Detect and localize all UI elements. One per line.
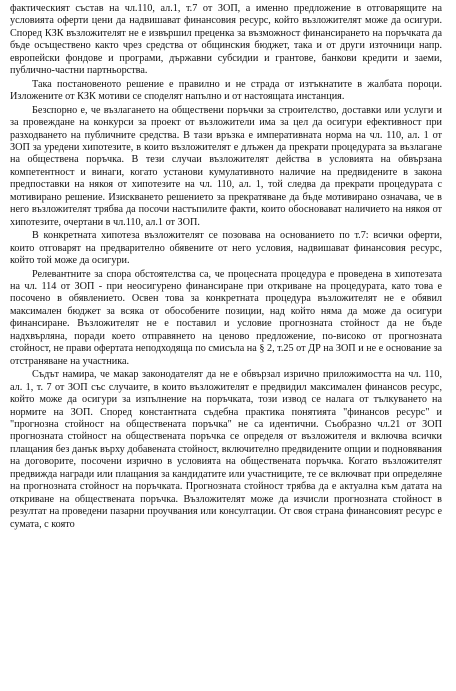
document-body [10,3,442,532]
paragraph-1: фактическият състав на чл.110, ал.1, т.7 от ЗОП, а именно предложение в отговарящите на условията оферти цени да надвишават финансовия ресурс, който възложителят може да осигури. Според КЗК възложителят не е извършил преценка за възможност финансирането на поръчката да бъде осъществено както чрез средства от общинския бюджет, така и от други източници напр. европейски фондове и програми, държавни субсидии и грантове, банкови кредити и заеми, публично-частни партньорства. [10,3,442,77]
paragraph-4: В конкретната хипотеза възложителят се позовава на основанието по т.7: всички оферти, които отговарят на предварително обявените от него условия, надвишават финансовия ресурс, който той може да осигури. [10,230,442,267]
paragraph-3: Безспорно е, че възлагането на обществени поръчки за строителство, доставки или услуги и за провеждане на конкурси за проект от възложители има за цел да осигури ефективност при разходването на публичните средства. В тази връзка е императивната норма на чл. 110, ал. 1 от ЗОП за уредени хипотезите, в които възложителят е длъжен да прекрати процедурата за възлагане на обществена поръчка. В тези случаи възложителят действа в условията на обвързана компетентност и винаги, когато установи кумулативното наличие на предвидените в закона предпоставки на някоя от хипотезите на чл. 110, ал. 1, той следва да прекрати процедурата с мотивирано решение. Изискването решението за прекратяване да бъде мотивирано означава, че в него възложителят трябва да посочи настъпилите факти, които обосновават наличието на някоя от хипотезите, очертани в чл.110, ал.1 от ЗОП. [10,104,442,228]
paragraph-5: Релевантните за спора обстоятелства са, че процесната процедура е проведена в хипотезата на чл. 114 от ЗОП - при неосигурено финансиране при откриване на процедурата, като това е посочено в обявлението. Освен това за конкретната процедура възложителят не е обявил максимален бюджет за всяка от обособените позиции, над който няма да може да осигури финансиране. Възложителят не е поставил и условие прогнозната стойност да не бъде надхвърляна, поради което отправянето на ценово предложение, по-високо от прогнозната стойност, не прави офертата неподходяща по смисъла на § 2, т.25 от ДР на ЗОП и не е основание за отстраняване на участника. [10,268,442,367]
paragraph-6: Съдът намира, че макар законодателят да не е обвързал изрично приложимостта на чл. 110, ал. 1, т. 7 от ЗОП със случаите, в които възложителят е предвидил максимален финансов ресурс, който може да осигури за изпълнение на поръчката, този извод се налага от тълкуването на нормите на ЗОП. Според константната съдебна практика понятията "финансов ресурс" и "прогнозна стойност на обществената поръчка" не са идентични. Съобразно чл.21 от ЗОП прогнозната стойност на обществената поръчка се определя от възложителя и включва всички плащания без данък върху добавената стойност, включително предвидените опции и подновявания на договорите, посочени изрично в условията на обществената поръчка. Когато възложителят предвижда награди или плащания за кандидатите или участниците, те се включват при определяне на прогнозната стойност на поръчката. Прогнозната стойност трябва да е актуална към датата на откриване на обществената поръчка. Възложителят може да изчисли прогнозната стойност в резултат на проведени пазарни проучвания или консултации. От своя страна финансовият ресурс е сумата, с която [10,369,442,530]
paragraph-2: Така постановеното решение е правилно и не страда от изтъкнатите в жалбата пороци. Изложените от КЗК мотиви се споделят напълно и от настоящата инстанция. [10,78,442,103]
